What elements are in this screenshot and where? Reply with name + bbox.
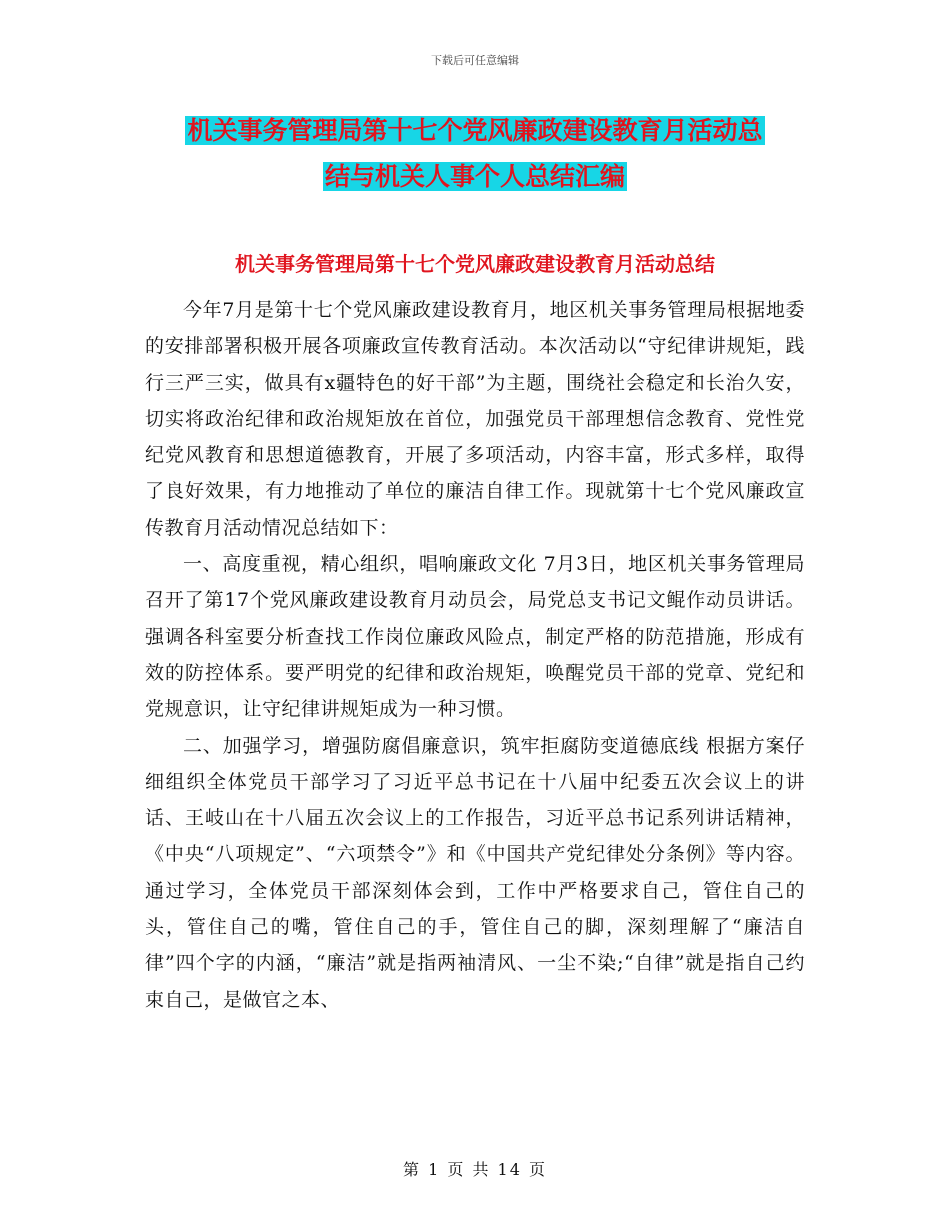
paragraph-section-1: 一、高度重视，精心组织，唱响廉政文化 7月3日，地区机关事务管理局召开了第17个党风廉政建设教育月动员会，局党总支书记文鲲作动员讲话。强调各科室要分析查找工作岗位廉政风险点，制定严格的防范措施，形成有效的防控体系。要严明党的纪律和政治规矩，唤醒党员干部的党章、党纪和党规意识，让守纪律讲规矩成为一种习惯。 [145,553,805,721]
title-line-2: 结与机关人事个人总结汇编 [324,162,625,191]
document-title [0,108,950,200]
paragraph-intro: 今年7月是第十七个党风廉政建设教育月，地区机关事务管理局根据地委的安排部署积极开展各项廉政宣传教育活动。本次活动以“守纪律讲规矩，践行三严三实，做具有x疆特色的好干部”为主题，围绕社会稳定和长治久安，切实将政治纪律和政治规矩放在首位，加强党员干部理想信念教育、党性党纪党风教育和思想道德教育，开展了多项活动，内容丰富，形式多样，取得了良好效果，有力地推动了单位的廉洁自律工作。现就第十七个党风廉政宣传教育月活动情况总结如下： [145,299,805,539]
body-text [145,292,805,1018]
paragraph-section-2: 二、加强学习，增强防腐倡廉意识，筑牢拒腐防变道德底线 根据方案仔细组织全体党员干部学习了习近平总书记在十八届中纪委五次会议上的讲话、王岐山在十八届五次会议上的工作报告，习近平总书记系列讲话精神，《中央“八项规定”、“六项禁令”》和《中国共产党纪律处分条例》等内容。通过学习，全体党员干部深刻体会到，工作中严格要求自己，管住自己的头，管住自己的嘴，管住自己的手，管住自己的脚，深刻理解了“廉洁自律”四个字的内涵，“廉洁”就是指两袖清风、一尘不染;“自律”就是指自己约束自己，是做官之本、 [145,734,805,1011]
page-footer: 第 1 页 共 14 页 [403,1160,547,1179]
section-title: 机关事务管理局第十七个党风廉政建设教育月活动总结 [235,252,715,276]
header-note: 下载后可任意编辑 [431,54,519,67]
title-line-1: 机关事务管理局第十七个党风廉政建设教育月活动总 [187,116,763,145]
